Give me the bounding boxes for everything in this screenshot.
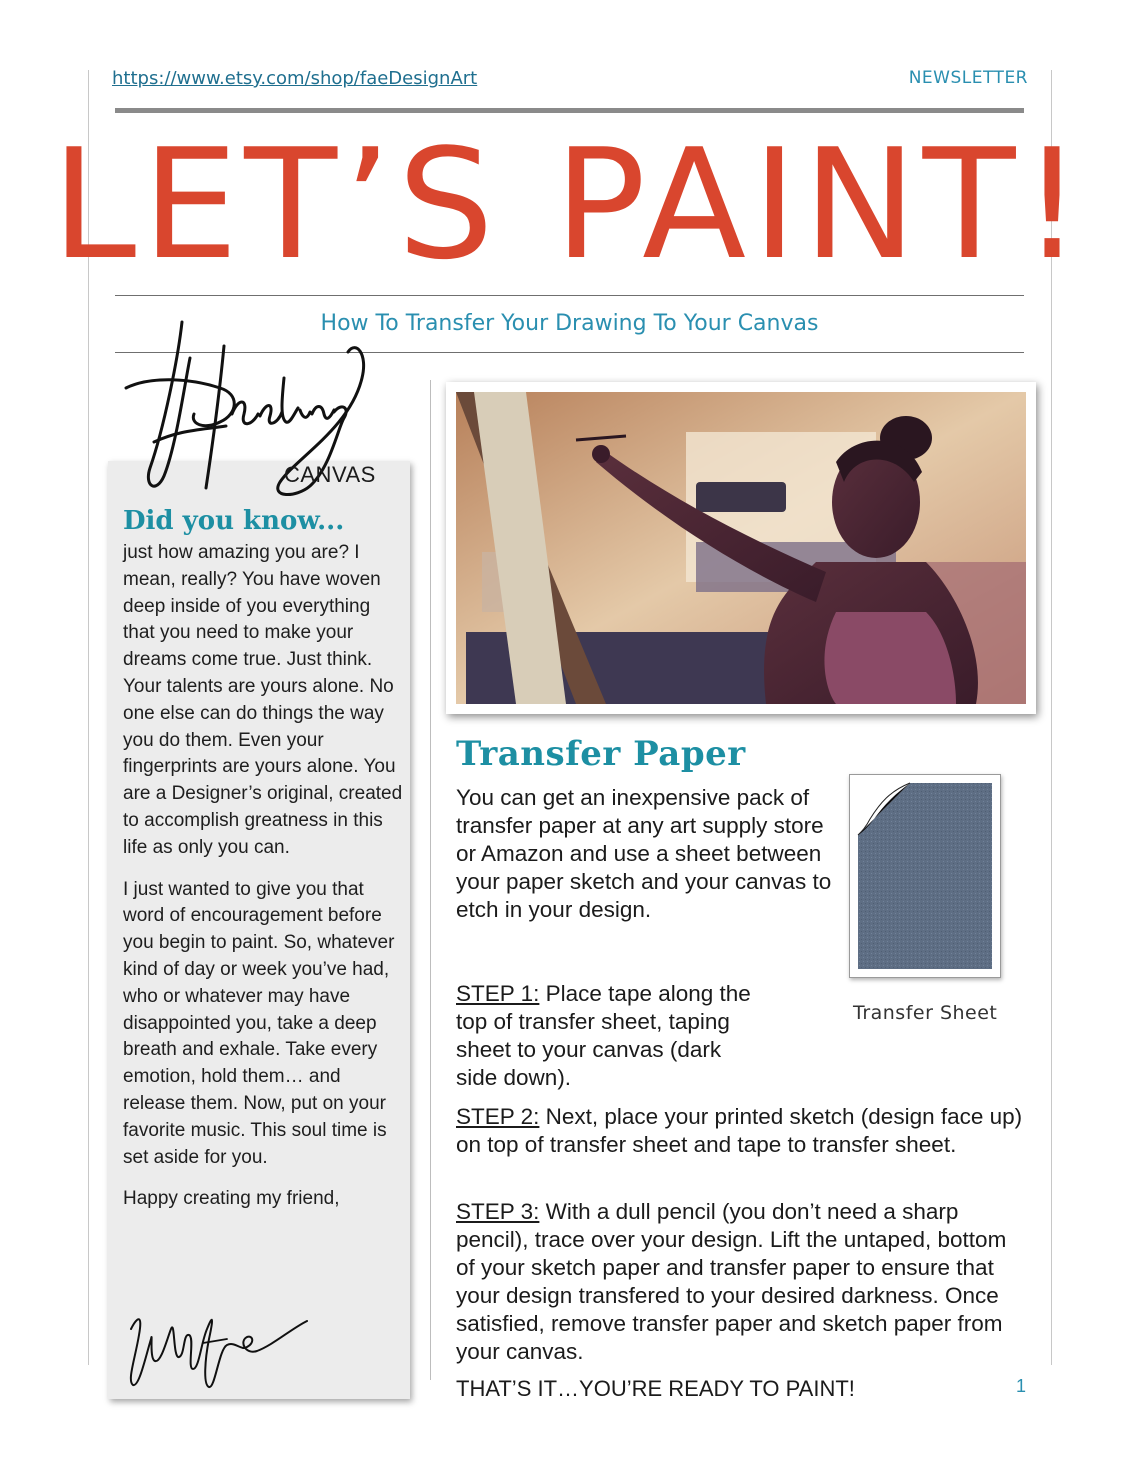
step-2: [456, 1103, 1028, 1159]
transfer-sheet-illustration: [850, 775, 1000, 977]
subtitle-rule-top: [115, 295, 1024, 296]
page-number: 1: [1016, 1376, 1027, 1396]
signature-image: [123, 1299, 313, 1389]
closing-line: THAT’S IT…YOU’RE READY TO PAINT!: [456, 1376, 855, 1401]
sidebar-paragraph: just how amazing you are? I mean, really? You have woven deep inside of you everything that you need to make your dreams come true. Just think. Your talents are yours alone. No one else can do things the way you do them. Even your fingerprints are yours alone. You are a Designer’s original, created to accomplish greatness in this life as only you can.: [123, 542, 403, 858]
step-3: [456, 1198, 1028, 1366]
step-label: STEP 2:: [456, 1104, 540, 1129]
painting-photo: [446, 382, 1036, 714]
sidebar-content: [123, 506, 403, 1228]
step-text: Place tape along the top of transfer sheet, taping sheet to your canvas (dark side down).: [456, 981, 751, 1090]
step-text: Next, place your printed sketch (design face up) on top of transfer sheet and tape to transfer sheet.: [456, 1104, 1023, 1157]
header-rule: [115, 108, 1024, 113]
sidebar-heading: Did you know...: [123, 506, 345, 536]
newsletter-label: NEWSLETTER: [908, 68, 1028, 88]
sidebar-paragraph: Happy creating my friend,: [123, 1188, 340, 1210]
article-intro: You can get an inexpensive pack of transfer paper at any art supply store or Amazon and use a sheet between your paper sketch and your canvas to etch in your design.: [456, 785, 832, 922]
article-title: Transfer Paper: [456, 734, 746, 774]
page-title-text: LET’S PAINT!: [51, 116, 1089, 293]
page-title: [0, 116, 1140, 293]
step-text: With a dull pencil (you don’t need a sharp pencil), trace over your design. Lift the untaped, bottom of your sketch paper and transfer paper to ensure that your design transfered to your desired darkness. Once satisfied, remove transfer paper and sketch paper from your canvas.: [456, 1199, 1007, 1364]
transfer-sheet-caption: Transfer Sheet: [853, 1002, 998, 1024]
step-label: STEP 3:: [456, 1199, 540, 1224]
sidebar-box: [108, 461, 410, 1399]
shop-link[interactable]: https://www.etsy.com/shop/faeDesignArt: [112, 68, 478, 89]
step-1: [456, 980, 756, 1092]
column-divider: [430, 380, 431, 1380]
page-subtitle: How To Transfer Your Drawing To Your Canvas: [320, 311, 819, 336]
step-label: STEP 1:: [456, 981, 540, 1006]
sidebar-paragraph: I just wanted to give you that word of encouragement before you begin to paint. So, whatever kind of day or week you’ve had, who or whatever may have disappointed you, take a deep breath and exhale. Take every emotion, hold them… and release them. Now, put on your favorite music. This soul time is set aside for you.: [123, 878, 395, 1168]
logo-canvas-word: CANVAS: [284, 462, 376, 487]
artist-painting-illustration: [456, 392, 1026, 704]
transfer-sheet-image: [849, 774, 1001, 978]
